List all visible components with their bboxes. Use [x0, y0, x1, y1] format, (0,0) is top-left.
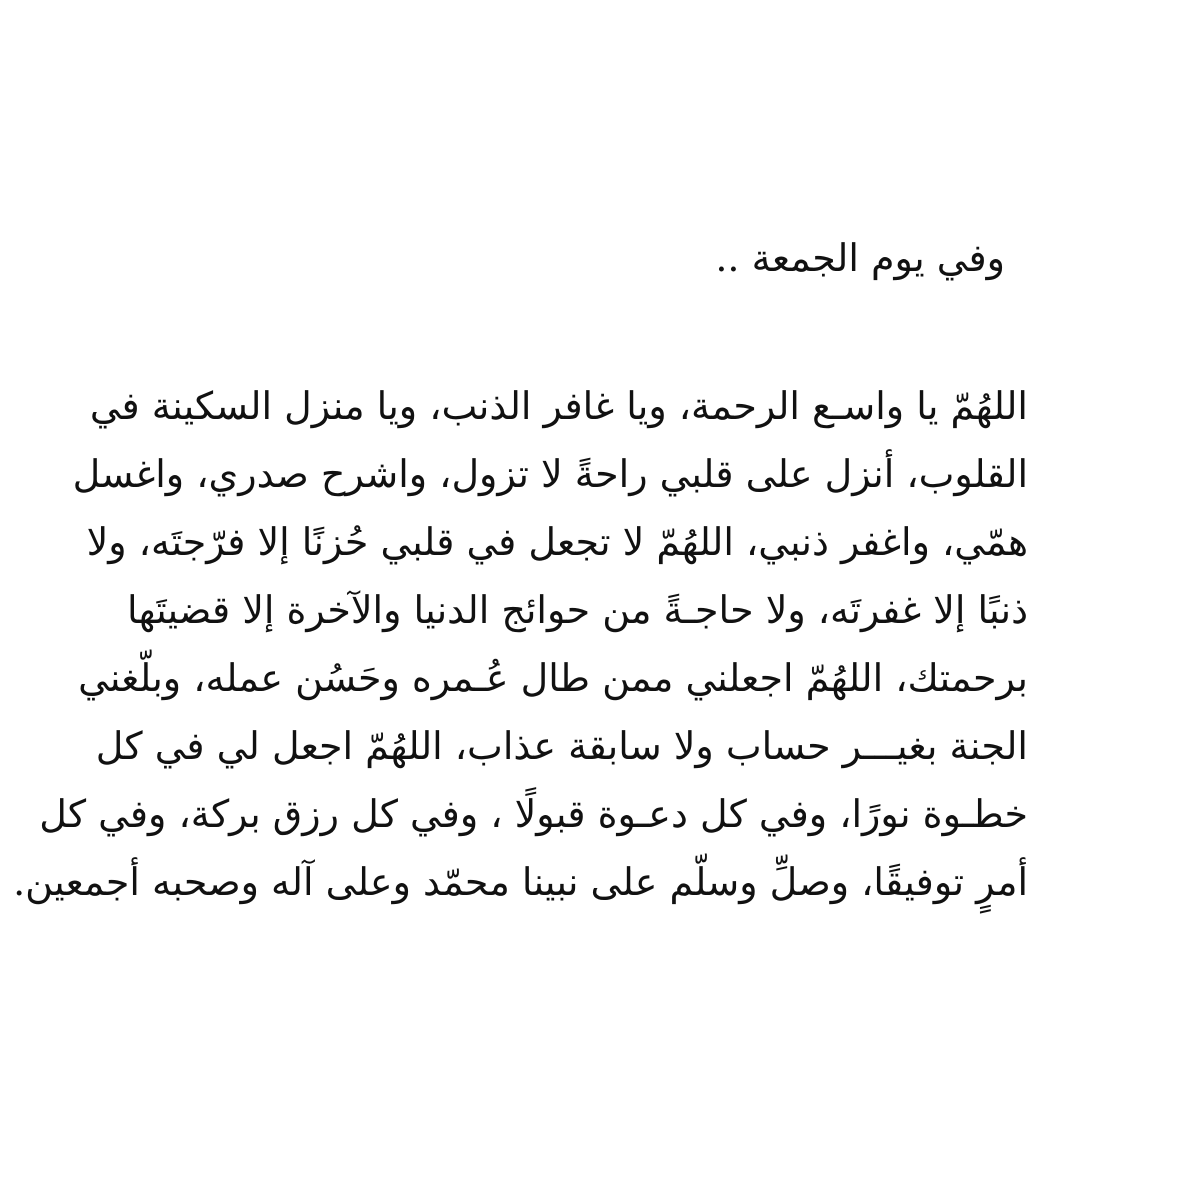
prayer-line-7: خطـوة نورًا، وفي كل دعـوة قبولًا ، وفي كل رزق بركة، وفي كل	[39, 792, 1028, 836]
prayer-line-8: أمرٍ توفيقًا، وصلِّ وسلّم على نبينا محمّد وعلى آله وصحبه أجمعين.	[13, 860, 1028, 904]
prayer-text	[13, 372, 1028, 916]
prayer-line-1: اللهُمّ يا واسـع الرحمة، ويا غافر الذنب، ويا منزل السكينة في	[89, 384, 1028, 428]
page-heading: وفي يوم الجمعة ..	[715, 236, 1005, 280]
prayer-line-6: الجنة بغيـــر حساب ولا سابقة عذاب، اللهُمّ اجعل لي في كل	[95, 724, 1028, 768]
prayer-line-2: القلوب، أنزل على قلبي راحةً لا تزول، واشرح صدري، واغسل	[72, 452, 1028, 496]
prayer-line-3: همّي، واغفر ذنبي، اللهُمّ لا تجعل في قلبي حُزنًا إلا فرّجتَه، ولا	[86, 520, 1028, 564]
prayer-line-4: ذنبًا إلا غفرتَه، ولا حاجـةً من حوائج الدنيا والآخرة إلا قضيتَها	[126, 588, 1028, 632]
prayer-line-5: برحمتك، اللهُمّ اجعلني ممن طال عُـمره وحَسُن عمله، وبلّغني	[78, 656, 1028, 700]
